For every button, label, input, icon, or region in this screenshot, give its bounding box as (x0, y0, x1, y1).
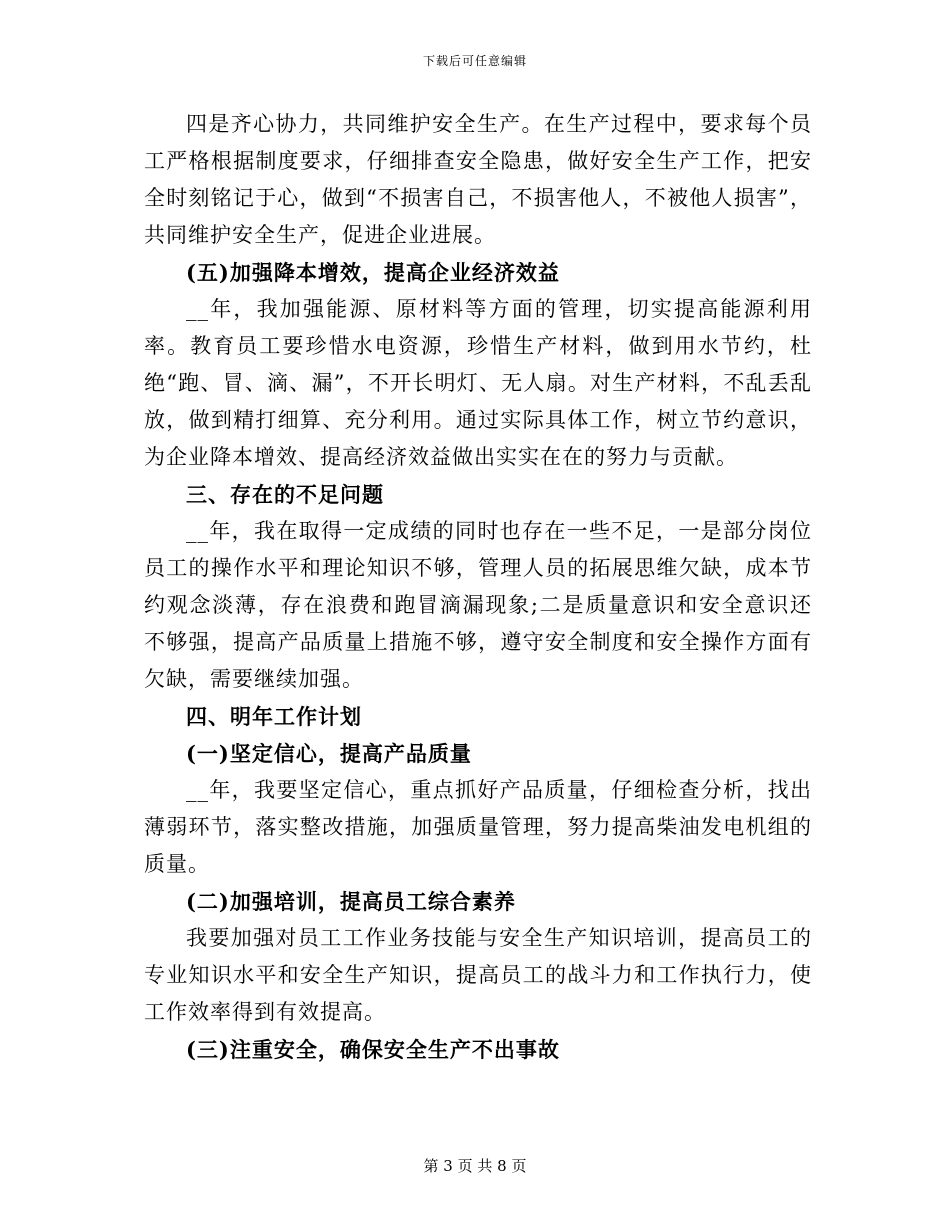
document-body (144, 106, 812, 1068)
page-header: 下载后可任意编辑 (422, 54, 527, 68)
page-number-footer: 第 3 页 共 8 页 (423, 1157, 527, 1175)
subsection-heading-training: (二)加强培训，提高员工综合素养 (186, 889, 516, 914)
section-heading-next-year-plan: 四、明年工作计划 (186, 704, 362, 729)
paragraph-training: 我要加强对员工工作业务技能与安全生产知识培训，提高员工的专业知识水平和安全生产知识，提高员工的战斗力和工作执行力，使工作效率得到有效提高。 (144, 926, 812, 1024)
subsection-heading-product-quality: (一)坚定信心，提高产品质量 (186, 741, 472, 766)
subsection-heading-safety: (三)注重安全，确保安全生产不出事故 (186, 1037, 560, 1062)
paragraph-product-quality: __年，我要坚定信心，重点抓好产品质量，仔细检查分析，找出薄弱环节，落实整改措施，加强质量管理，努力提高柴油发电机组的质量。 (144, 778, 812, 876)
section-heading-cost-efficiency: (五)加强降本增效，提高企业经济效益 (186, 260, 560, 285)
section-heading-shortcomings: 三、存在的不足问题 (186, 482, 384, 507)
paragraph-shortcomings: __年，我在取得一定成绩的同时也存在一些不足，一是部分岗位员工的操作水平和理论知识不够，管理人员的拓展思维欠缺，成本节约观念淡薄，存在浪费和跑冒滴漏现象;二是质量意识和安全意识还不够强，提高产品质量上措施不够，遵守安全制度和安全操作方面有欠缺，需要继续加强。 (144, 519, 812, 691)
paragraph-safety-cooperation: 四是齐心协力，共同维护安全生产。在生产过程中，要求每个员工严格根据制度要求，仔细排查安全隐患，做好安全生产工作，把安全时刻铭记于心，做到“不损害自己，不损害他人，不被他人损害”，共同维护安全生产，促进企业进展。 (144, 112, 812, 247)
paragraph-cost-efficiency: __年，我加强能源、原材料等方面的管理，切实提高能源利用率。教育员工要珍惜水电资源，珍惜生产材料，做到用水节约，杜绝“跑、冒、滴、漏”，不开长明灯、无人扇。对生产材料，不乱丢乱放，做到精打细算、充分利用。通过实际具体工作，树立节约意识，为企业降本增效、提高经济效益做出实实在在的努力与贡献。 (144, 297, 812, 469)
